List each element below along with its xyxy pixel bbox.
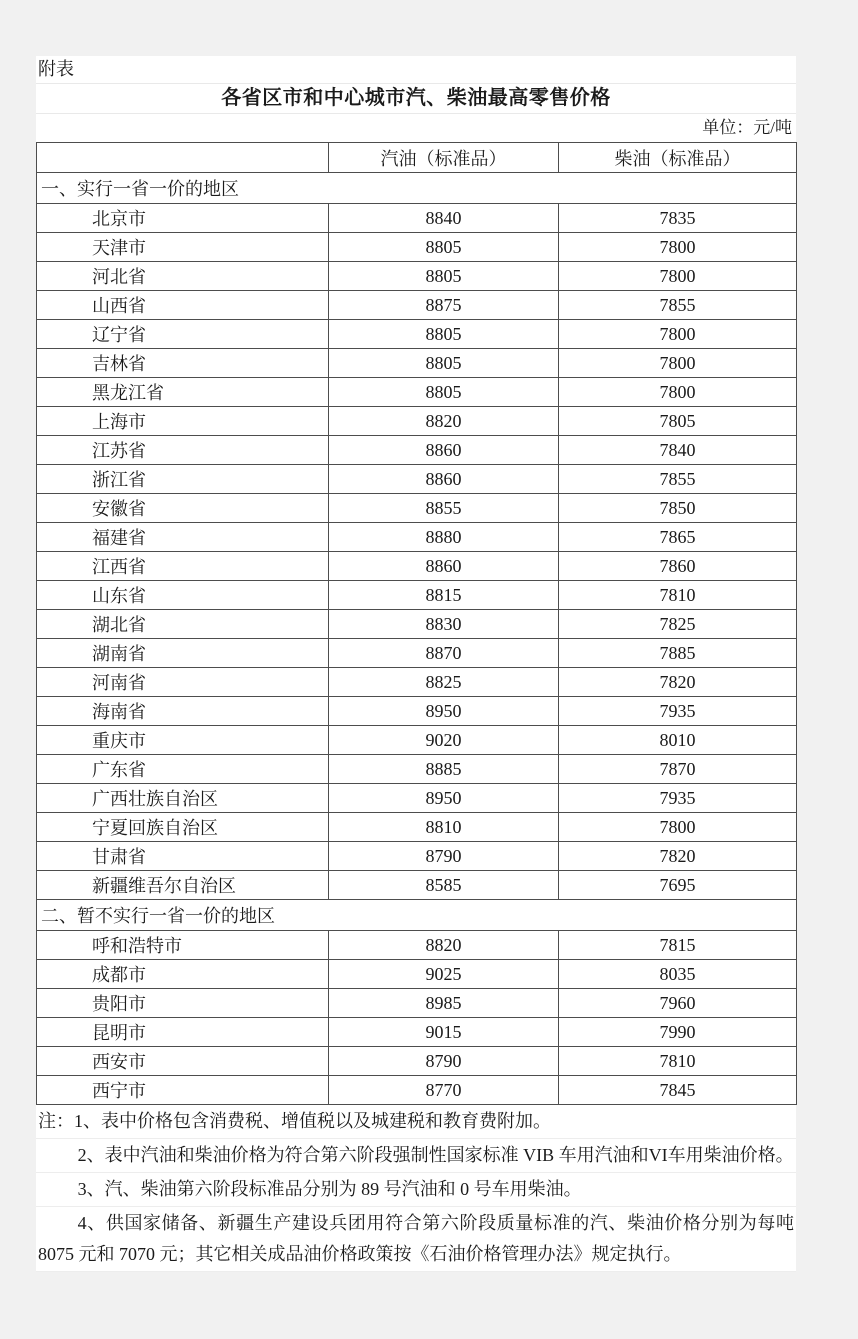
diesel-price-cell: 7825 [559, 610, 797, 639]
gasoline-price-cell: 9025 [329, 960, 559, 989]
gasoline-price-cell: 8860 [329, 436, 559, 465]
diesel-price-cell: 7935 [559, 697, 797, 726]
table-row [37, 813, 797, 842]
note-paragraph: 2、表中汽油和柴油价格为符合第六阶段强制性国家标准 VIB 车用汽油和VI车用柴油价格。 [36, 1139, 796, 1173]
region-cell: 甘肃省 [37, 842, 329, 871]
region-cell: 广西壮族自治区 [37, 784, 329, 813]
table-row [37, 931, 797, 960]
gasoline-price-cell: 8855 [329, 494, 559, 523]
region-cell: 河北省 [37, 262, 329, 291]
gasoline-price-cell: 9020 [329, 726, 559, 755]
gasoline-price-cell: 8860 [329, 552, 559, 581]
document-content [36, 56, 796, 1272]
region-cell: 上海市 [37, 407, 329, 436]
gasoline-price-cell: 8805 [329, 320, 559, 349]
gasoline-price-cell: 8585 [329, 871, 559, 900]
diesel-price-cell: 7800 [559, 349, 797, 378]
region-cell: 宁夏回族自治区 [37, 813, 329, 842]
region-cell: 湖北省 [37, 610, 329, 639]
diesel-price-cell: 7800 [559, 262, 797, 291]
diesel-price-cell: 7855 [559, 465, 797, 494]
diesel-price-cell: 7695 [559, 871, 797, 900]
region-cell: 成都市 [37, 960, 329, 989]
diesel-price-cell: 7865 [559, 523, 797, 552]
gasoline-price-cell: 8790 [329, 1047, 559, 1076]
gasoline-price-cell: 8950 [329, 784, 559, 813]
region-cell: 河南省 [37, 668, 329, 697]
unit-label: 单位：元/吨 [36, 114, 796, 142]
gasoline-price-cell: 8805 [329, 378, 559, 407]
table-row [37, 610, 797, 639]
region-cell: 西安市 [37, 1047, 329, 1076]
gasoline-price-cell: 8840 [329, 204, 559, 233]
table-row [37, 552, 797, 581]
section-header-row [37, 173, 797, 204]
gasoline-price-cell: 8810 [329, 813, 559, 842]
table-row [37, 407, 797, 436]
gasoline-price-cell: 8815 [329, 581, 559, 610]
gasoline-price-cell: 8820 [329, 407, 559, 436]
table-row [37, 842, 797, 871]
gasoline-price-cell: 8825 [329, 668, 559, 697]
region-cell: 西宁市 [37, 1076, 329, 1105]
diesel-price-cell: 7855 [559, 291, 797, 320]
price-table-body [37, 173, 797, 1105]
diesel-price-cell: 7870 [559, 755, 797, 784]
table-row [37, 639, 797, 668]
region-cell: 山西省 [37, 291, 329, 320]
table-row [37, 378, 797, 407]
diesel-price-cell: 7810 [559, 1047, 797, 1076]
table-row [37, 262, 797, 291]
region-cell: 海南省 [37, 697, 329, 726]
diesel-price-cell: 7935 [559, 784, 797, 813]
gasoline-price-cell: 8885 [329, 755, 559, 784]
table-row [37, 989, 797, 1018]
region-cell: 福建省 [37, 523, 329, 552]
region-cell: 吉林省 [37, 349, 329, 378]
gasoline-price-cell: 8870 [329, 639, 559, 668]
page-title: 各省区市和中心城市汽、柴油最高零售价格 [36, 84, 796, 114]
region-cell: 江西省 [37, 552, 329, 581]
column-header-region [37, 143, 329, 173]
region-cell: 广东省 [37, 755, 329, 784]
table-row [37, 1047, 797, 1076]
gasoline-price-cell: 8880 [329, 523, 559, 552]
region-cell: 辽宁省 [37, 320, 329, 349]
diesel-price-cell: 7820 [559, 842, 797, 871]
diesel-price-cell: 7860 [559, 552, 797, 581]
table-row [37, 697, 797, 726]
diesel-price-cell: 7805 [559, 407, 797, 436]
diesel-price-cell: 7835 [559, 204, 797, 233]
gasoline-price-cell: 8860 [329, 465, 559, 494]
region-cell: 江苏省 [37, 436, 329, 465]
table-row [37, 523, 797, 552]
region-cell: 新疆维吾尔自治区 [37, 871, 329, 900]
table-row [37, 291, 797, 320]
diesel-price-cell: 7885 [559, 639, 797, 668]
price-table-header [37, 143, 797, 173]
table-row [37, 204, 797, 233]
diesel-price-cell: 8010 [559, 726, 797, 755]
region-cell: 重庆市 [37, 726, 329, 755]
table-row [37, 494, 797, 523]
diesel-price-cell: 7840 [559, 436, 797, 465]
region-cell: 浙江省 [37, 465, 329, 494]
diesel-price-cell: 7800 [559, 233, 797, 262]
diesel-price-cell: 7810 [559, 581, 797, 610]
diesel-price-cell: 7960 [559, 989, 797, 1018]
header-row [37, 143, 797, 173]
diesel-price-cell: 7820 [559, 668, 797, 697]
column-header-diesel: 柴油（标准品） [559, 143, 797, 173]
note-paragraph: 3、汽、柴油第六阶段标准品分别为 89 号汽油和 0 号车用柴油。 [36, 1173, 796, 1207]
diesel-price-cell: 7800 [559, 813, 797, 842]
table-row [37, 436, 797, 465]
table-row [37, 784, 797, 813]
table-row [37, 1076, 797, 1105]
table-row [37, 871, 797, 900]
region-cell: 昆明市 [37, 1018, 329, 1047]
region-cell: 黑龙江省 [37, 378, 329, 407]
table-row [37, 465, 797, 494]
section-header-row [37, 900, 797, 931]
table-row [37, 349, 797, 378]
appendix-label: 附表 [36, 56, 796, 84]
table-row [37, 581, 797, 610]
region-cell: 呼和浩特市 [37, 931, 329, 960]
price-table [36, 142, 797, 1105]
table-row [37, 320, 797, 349]
diesel-price-cell: 7845 [559, 1076, 797, 1105]
gasoline-price-cell: 8790 [329, 842, 559, 871]
table-row [37, 960, 797, 989]
gasoline-price-cell: 8805 [329, 262, 559, 291]
region-cell: 贵阳市 [37, 989, 329, 1018]
diesel-price-cell: 7815 [559, 931, 797, 960]
section-header-cell: 二、暂不实行一省一价的地区 [37, 900, 797, 931]
note-paragraph: 注：1、表中价格包含消费税、增值税以及城建税和教育费附加。 [36, 1105, 796, 1139]
gasoline-price-cell: 8950 [329, 697, 559, 726]
diesel-price-cell: 7800 [559, 378, 797, 407]
region-cell: 天津市 [37, 233, 329, 262]
gasoline-price-cell: 8770 [329, 1076, 559, 1105]
gasoline-price-cell: 8875 [329, 291, 559, 320]
section-header-cell: 一、实行一省一价的地区 [37, 173, 797, 204]
gasoline-price-cell: 8820 [329, 931, 559, 960]
diesel-price-cell: 8035 [559, 960, 797, 989]
gasoline-price-cell: 8985 [329, 989, 559, 1018]
table-row [37, 233, 797, 262]
diesel-price-cell: 7850 [559, 494, 797, 523]
region-cell: 北京市 [37, 204, 329, 233]
gasoline-price-cell: 8805 [329, 349, 559, 378]
notes [36, 1105, 796, 1272]
table-row [37, 1018, 797, 1047]
region-cell: 安徽省 [37, 494, 329, 523]
table-row [37, 668, 797, 697]
note-paragraph: 4、供国家储备、新疆生产建设兵团用符合第六阶段质量标准的汽、柴油价格分别为每吨 8075 元和 7070 元；其它相关成品油价格政策按《石油价格管理办法》规定执行。 [36, 1207, 796, 1272]
table-row [37, 755, 797, 784]
column-header-gasoline: 汽油（标准品） [329, 143, 559, 173]
diesel-price-cell: 7990 [559, 1018, 797, 1047]
gasoline-price-cell: 9015 [329, 1018, 559, 1047]
diesel-price-cell: 7800 [559, 320, 797, 349]
region-cell: 山东省 [37, 581, 329, 610]
region-cell: 湖南省 [37, 639, 329, 668]
gasoline-price-cell: 8805 [329, 233, 559, 262]
gasoline-price-cell: 8830 [329, 610, 559, 639]
table-row [37, 726, 797, 755]
